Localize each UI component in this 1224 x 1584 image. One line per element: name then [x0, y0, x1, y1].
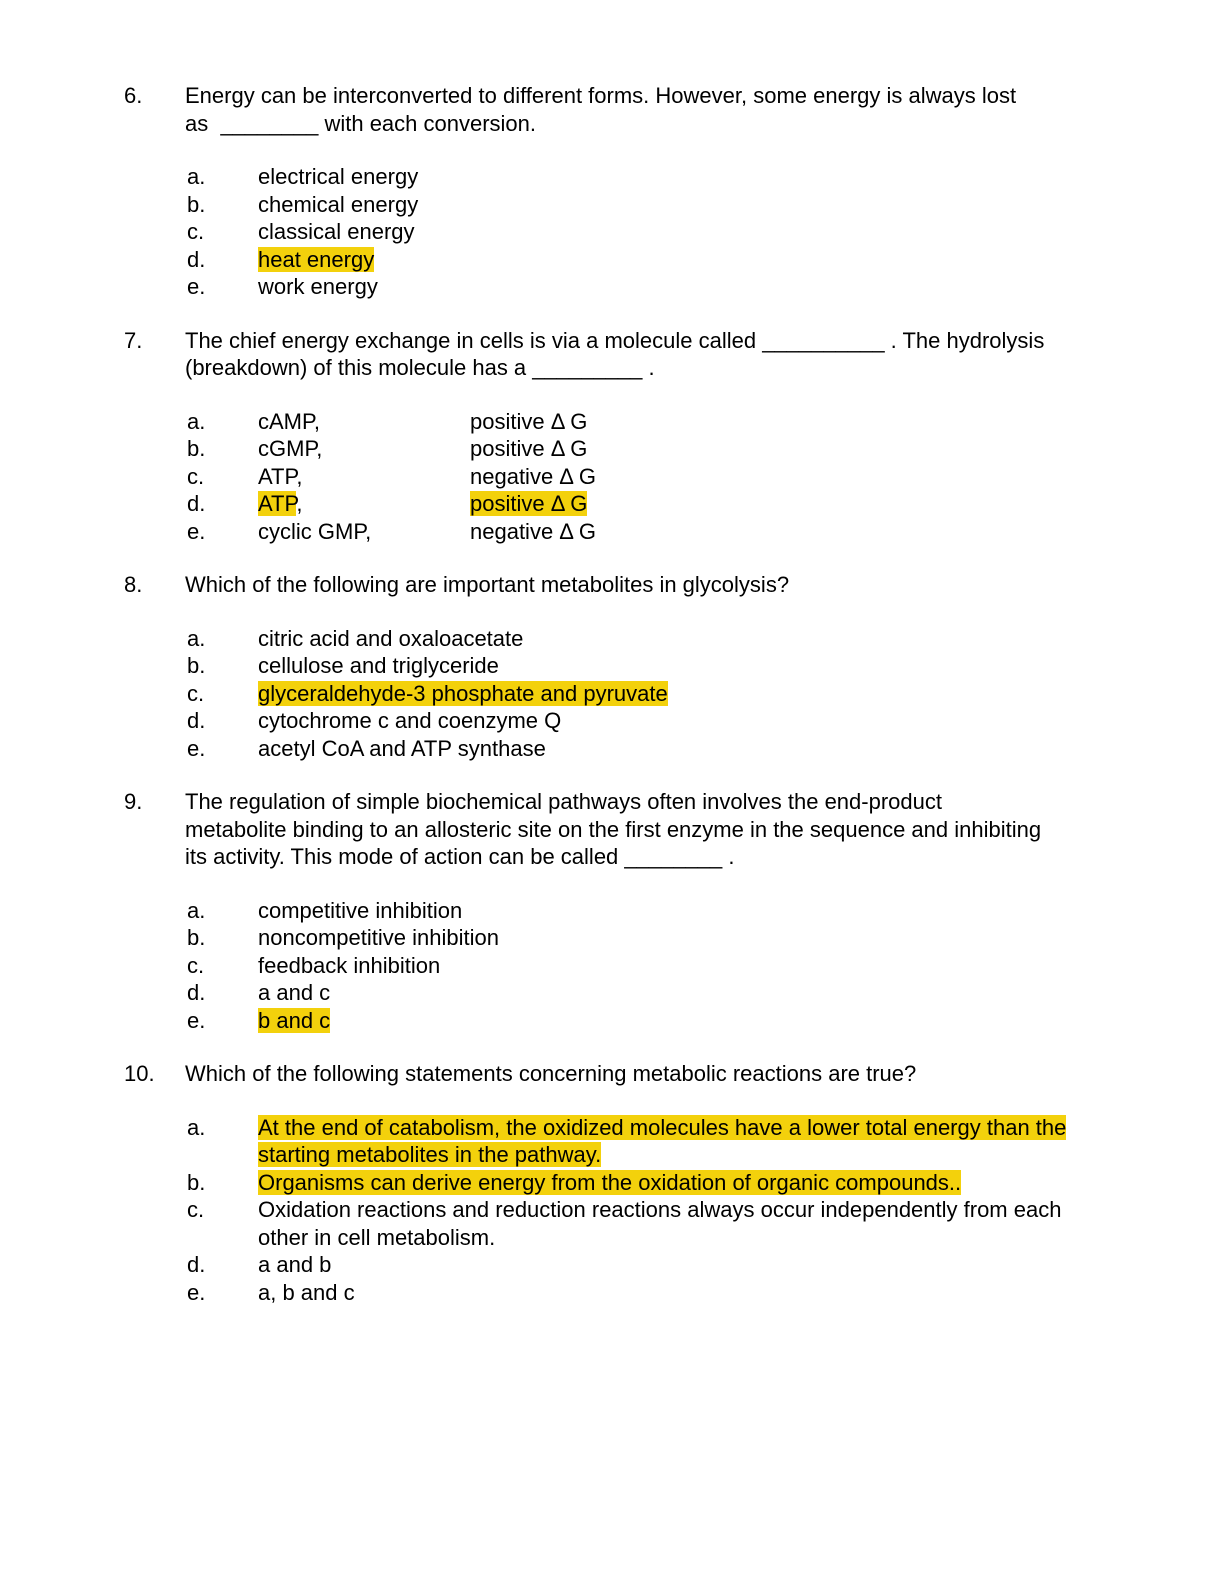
option-deltaG: positive Δ G — [470, 491, 588, 516]
option-row — [187, 463, 1164, 491]
option-row — [187, 1196, 1164, 1251]
prompt-line: metabolite binding to an allosteric site on the first enzyme in the sequence and inhibiting — [185, 816, 1042, 842]
option-letter: c. — [187, 1197, 205, 1222]
option-row — [187, 408, 1164, 436]
option-text-segment highlighted-answer: glyceraldehyde-3 phosphate and pyruvate — [258, 680, 668, 706]
question-7 — [124, 327, 1164, 546]
option-text-segment: a and b — [258, 1252, 332, 1277]
option-text — [258, 218, 1103, 246]
option-text-segment: feedback inhibition — [258, 952, 441, 978]
question-prompt — [185, 788, 1145, 871]
option-row — [187, 191, 1164, 219]
question-number: 10. — [124, 1061, 155, 1086]
option-row — [187, 1114, 1164, 1169]
option-letter: c. — [187, 952, 205, 978]
option-row — [187, 490, 1164, 518]
question-number: 7. — [124, 327, 143, 353]
option-letter: a. — [187, 625, 206, 651]
option-text-segment: noncompetitive inhibition — [258, 925, 499, 950]
prompt-line: Which of the following are important metabolites in glycolysis? — [185, 572, 790, 597]
option-letter: b. — [187, 1169, 206, 1195]
option-row — [187, 1169, 1164, 1197]
question-number: 6. — [124, 83, 143, 108]
option-row — [187, 246, 1164, 274]
option-row — [187, 273, 1164, 301]
option-text-segment: cAMP — [258, 408, 314, 434]
option-row — [187, 1279, 1164, 1307]
option-text — [258, 924, 1103, 952]
option-text — [258, 1114, 1103, 1169]
option-text-segment: cyclic GMP — [258, 518, 366, 544]
option-letter: e. — [187, 1279, 206, 1305]
option-letter: b. — [187, 925, 206, 950]
option-molecule — [258, 463, 470, 491]
option-text — [258, 952, 1103, 980]
option-letter: b. — [187, 653, 206, 678]
option-deltaG: positive Δ G — [470, 436, 588, 461]
option-molecule — [258, 435, 470, 463]
option-text — [258, 979, 1103, 1007]
option-text — [258, 1251, 1103, 1279]
prompt-line: its activity. This mode of action can be called ________ . — [185, 844, 735, 869]
option-text-segment: work energy — [258, 274, 378, 299]
prompt-line: The chief energy exchange in cells is via a molecule called __________ . The hydrolysis — [185, 327, 1045, 353]
option-letter: d. — [187, 980, 206, 1005]
option-text-segment: ATP — [258, 463, 297, 489]
option-letter: a. — [187, 1114, 206, 1140]
option-deltaG: positive Δ G — [470, 408, 588, 434]
question-number: 8. — [124, 572, 143, 597]
question-10 — [124, 1060, 1164, 1306]
option-row — [187, 163, 1164, 191]
option-text — [258, 435, 1103, 463]
option-letter: d. — [187, 708, 206, 733]
option-row — [187, 435, 1164, 463]
option-molecule — [258, 408, 470, 436]
option-text — [258, 490, 1103, 518]
option-text-segment: citric acid and oxaloacetate — [258, 625, 524, 651]
option-text — [258, 408, 1103, 436]
option-letter: b. — [187, 436, 206, 461]
option-text — [258, 735, 1103, 763]
option-text-segment: , — [296, 463, 303, 489]
options-list — [187, 625, 1164, 763]
question-prompt — [185, 571, 1145, 599]
prompt-line: Energy can be interconverted to different forms. However, some energy is always lost — [185, 83, 1017, 108]
option-text-segment: cellulose and triglyceride — [258, 653, 499, 678]
option-letter: b. — [187, 191, 206, 217]
option-text-segment: , — [313, 408, 320, 434]
option-letter: d. — [187, 491, 206, 516]
option-text-segment highlighted-answer: Organisms can derive energy from the oxidation of organic compounds.. — [258, 1169, 962, 1195]
option-row — [187, 625, 1164, 653]
option-text — [258, 625, 1103, 653]
question-9 — [124, 788, 1164, 1034]
option-text-segment: classical energy — [258, 219, 415, 244]
option-text — [258, 246, 1103, 274]
option-letter: e. — [187, 518, 206, 544]
option-text — [258, 191, 1103, 219]
option-row — [187, 1251, 1164, 1279]
option-letter: c. — [187, 463, 205, 489]
option-letter: a. — [187, 408, 206, 434]
option-text — [258, 680, 1103, 708]
option-text — [258, 897, 1103, 925]
option-row — [187, 924, 1164, 952]
option-deltaG: negative Δ G — [470, 463, 596, 489]
option-text — [258, 163, 1103, 191]
question-6 — [124, 82, 1164, 301]
option-letter: d. — [187, 246, 206, 272]
option-text — [258, 463, 1103, 491]
option-text-segment: acetyl CoA and ATP synthase — [258, 735, 546, 761]
option-letter: a. — [187, 164, 206, 189]
prompt-line: (breakdown) of this molecule has a _________ . — [185, 355, 655, 380]
option-text-segment: Oxidation reactions and reduction reactions always occur independently from each other in cell metabolism. — [258, 1197, 1062, 1250]
option-text-segment highlighted-answer: At the end of catabolism, the oxidized molecules have a lower total energy than the starting metabolites in the pathway. — [258, 1114, 1067, 1167]
option-text-segment: , — [296, 491, 303, 516]
option-letter: d. — [187, 1252, 206, 1277]
option-row — [187, 218, 1164, 246]
option-text-segment: a, b and c — [258, 1279, 355, 1305]
option-row — [187, 680, 1164, 708]
option-text-segment: cytochrome c and coenzyme Q — [258, 708, 562, 733]
options-list — [187, 897, 1164, 1035]
option-row — [187, 952, 1164, 980]
option-letter: c. — [187, 219, 205, 244]
option-row — [187, 897, 1164, 925]
option-text — [258, 1007, 1103, 1035]
option-text-segment: , — [316, 436, 323, 461]
option-text-segment highlighted-answer: heat energy — [258, 246, 375, 272]
option-row — [187, 735, 1164, 763]
prompt-line: The regulation of simple biochemical pathways often involves the end-product — [185, 789, 942, 814]
option-row — [187, 518, 1164, 546]
question-8 — [124, 571, 1164, 762]
option-molecule — [258, 518, 470, 546]
option-text — [258, 1169, 1103, 1197]
option-molecule — [258, 490, 470, 518]
question-prompt — [185, 327, 1145, 382]
option-letter: c. — [187, 680, 205, 706]
option-text — [258, 707, 1103, 735]
option-text — [258, 273, 1103, 301]
option-text-segment: cGMP — [258, 436, 317, 461]
option-row — [187, 1007, 1164, 1035]
question-prompt — [185, 82, 1145, 137]
option-text-segment highlighted-answer: ATP — [258, 491, 297, 516]
option-row — [187, 652, 1164, 680]
option-letter: e. — [187, 735, 206, 761]
option-text-segment: , — [365, 518, 372, 544]
prompt-line: as ________ with each conversion. — [185, 110, 537, 136]
option-text-segment: a and c — [258, 980, 331, 1005]
prompt-line: Which of the following statements concerning metabolic reactions are true? — [185, 1061, 917, 1086]
option-letter: e. — [187, 1007, 206, 1033]
option-text-segment highlighted-answer: b and c — [258, 1007, 331, 1033]
question-number: 9. — [124, 789, 143, 814]
options-list — [187, 1114, 1164, 1307]
option-text-segment: chemical energy — [258, 191, 419, 217]
option-row — [187, 707, 1164, 735]
option-deltaG: negative Δ G — [470, 518, 596, 544]
option-row — [187, 979, 1164, 1007]
options-list — [187, 408, 1164, 546]
option-text — [258, 652, 1103, 680]
option-text — [258, 1279, 1103, 1307]
option-text — [258, 1196, 1103, 1251]
option-letter: e. — [187, 274, 206, 299]
option-text-segment: electrical energy — [258, 164, 419, 189]
options-list — [187, 163, 1164, 301]
option-letter: a. — [187, 897, 206, 923]
question-prompt — [185, 1060, 1145, 1088]
option-text — [258, 518, 1103, 546]
option-text-segment: competitive inhibition — [258, 897, 463, 923]
